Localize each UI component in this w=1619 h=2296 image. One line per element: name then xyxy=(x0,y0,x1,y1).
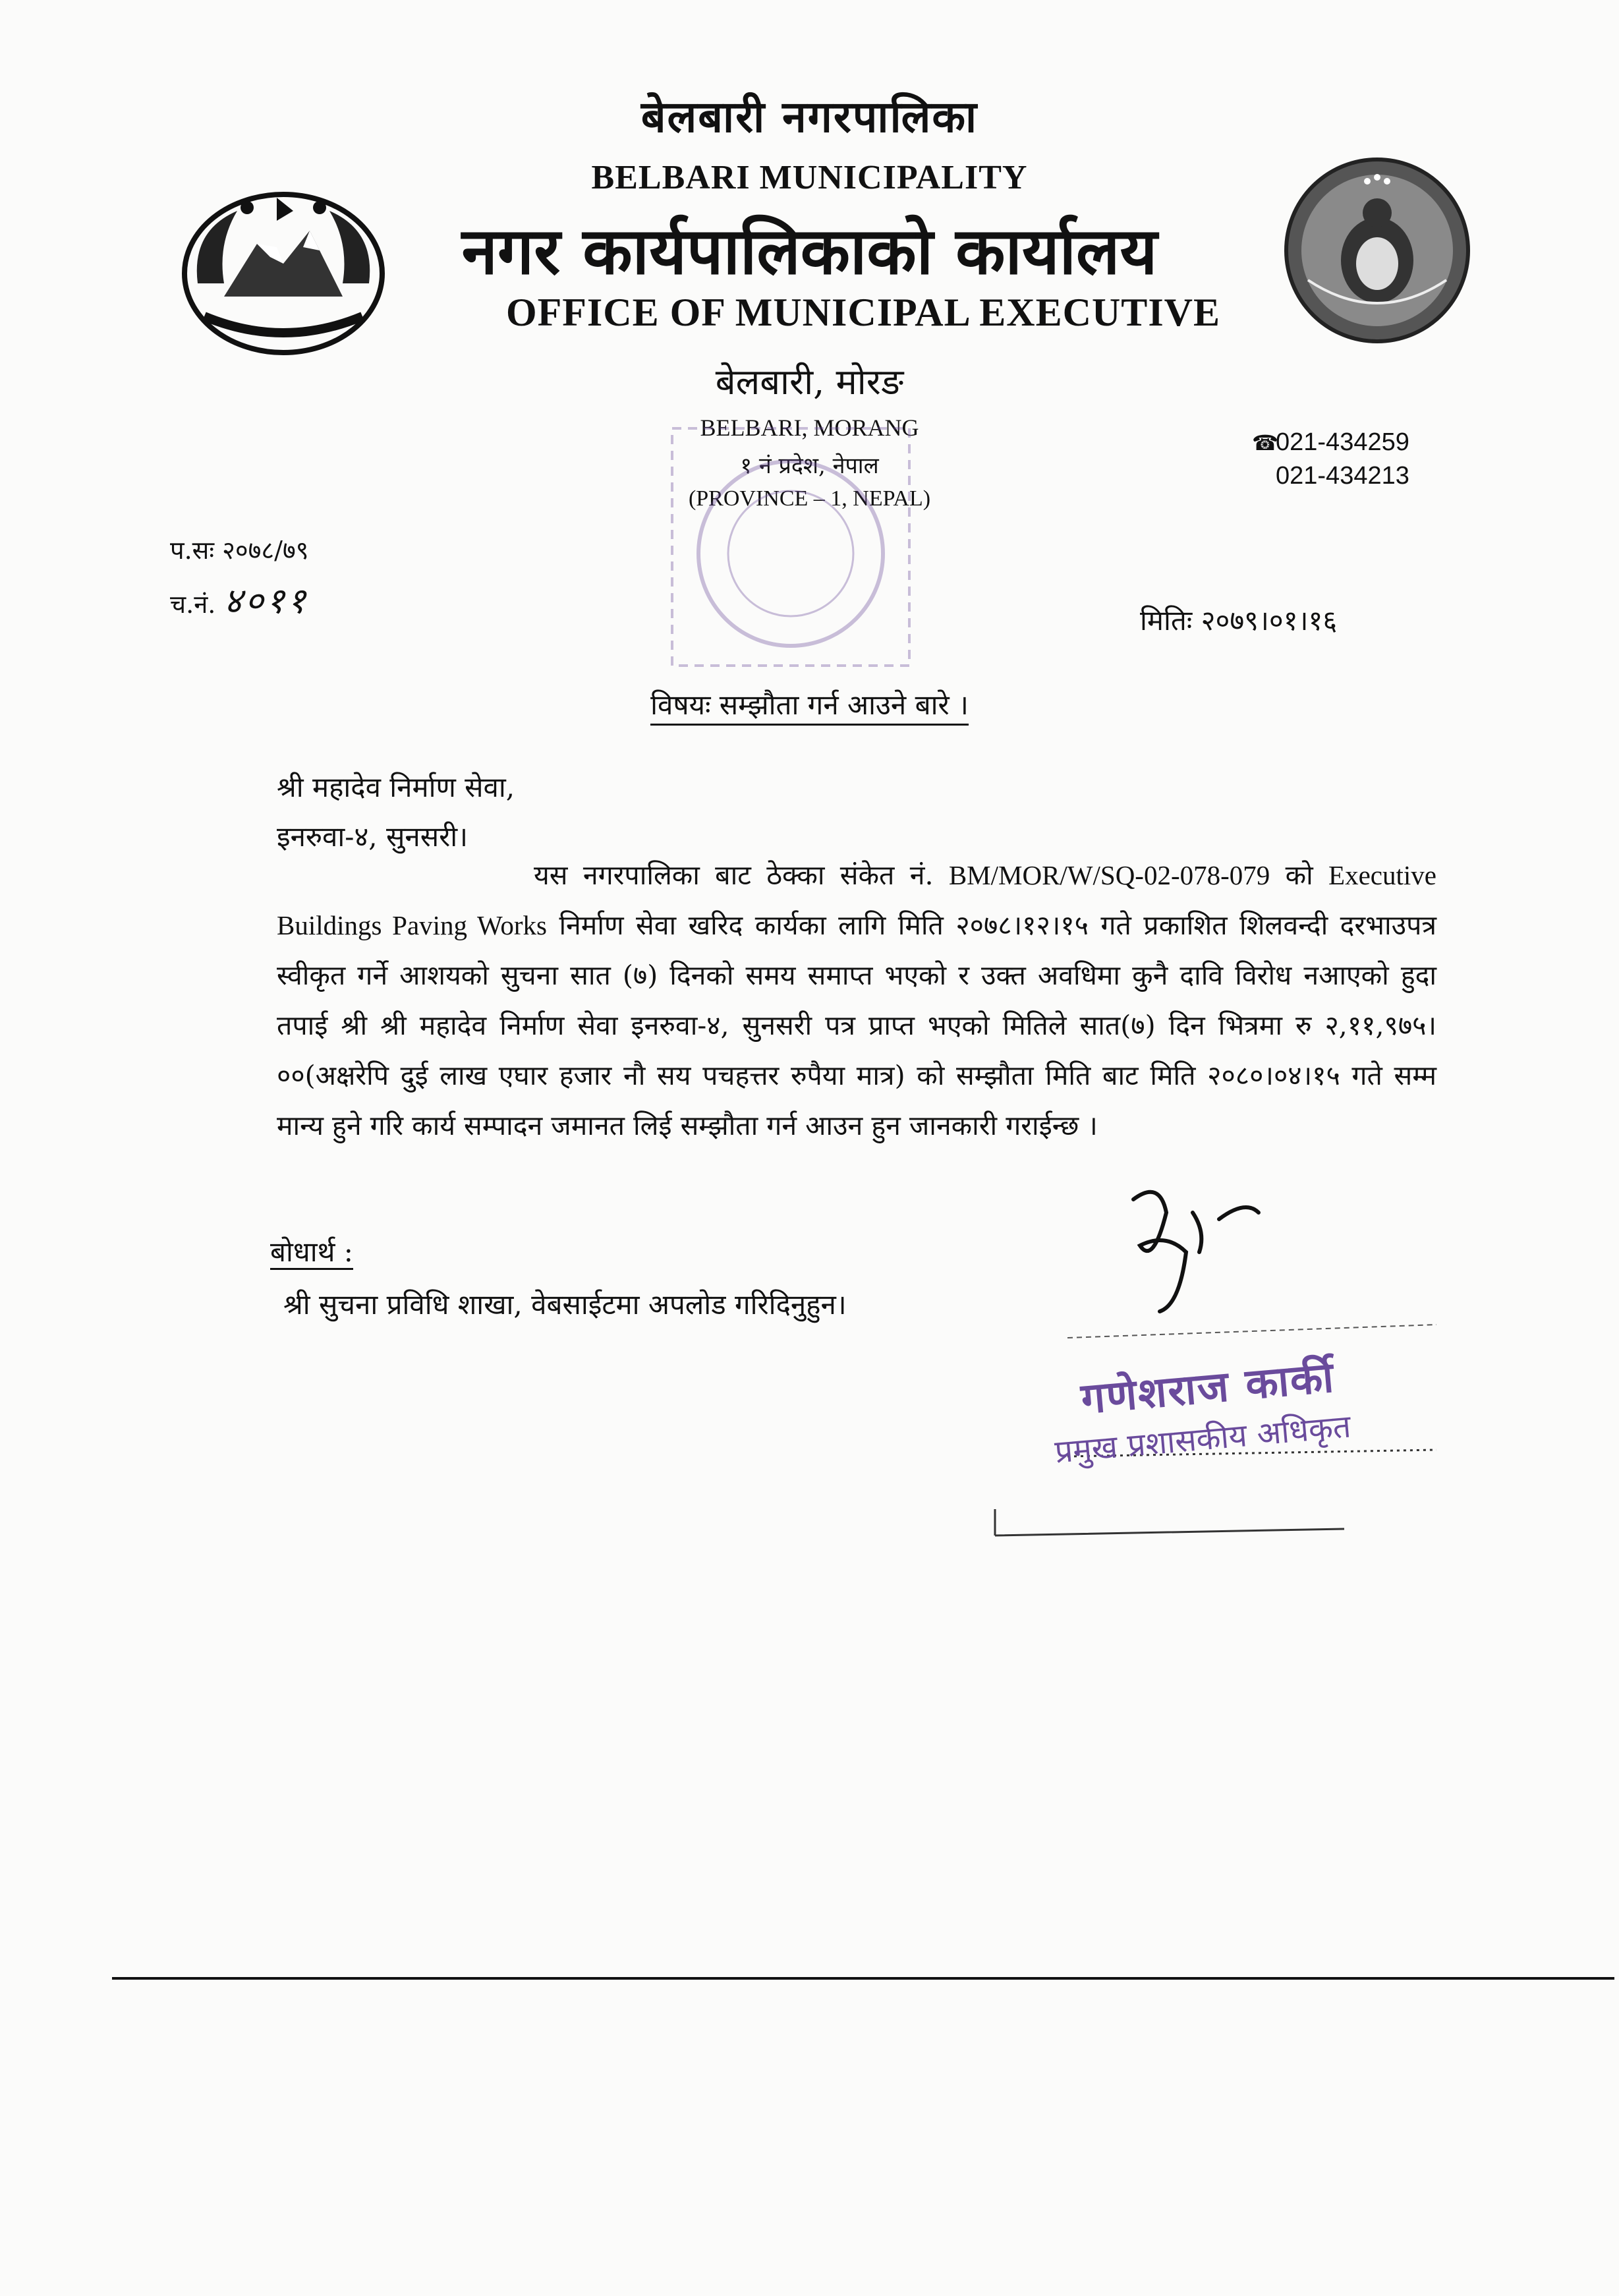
office-round-stamp xyxy=(666,422,916,672)
work-name: Executive Buildings Paving Works xyxy=(277,860,1436,940)
municipality-name-nepali: बेलबारी नगरपालिका xyxy=(640,91,979,142)
letter-subject xyxy=(0,685,1619,723)
phone-2: 021-434213 xyxy=(1276,462,1409,490)
place-english: BELBARI, MORANG xyxy=(700,415,919,441)
body-part-2: को xyxy=(1285,859,1313,891)
bodharth-label: बोधार्थ : xyxy=(270,1236,353,1270)
addressee-line-2: इनरुवा-४, सुनसरी। xyxy=(277,820,469,853)
letter-body xyxy=(277,850,1436,1151)
province-english: (PROVINCE – 1, NEPAL) xyxy=(688,486,931,511)
province-nepali: १ नं प्रदेश, नेपाल xyxy=(740,453,879,479)
cn-value-handwritten: ४०११ xyxy=(223,580,308,621)
telephone-icon: ☎ xyxy=(1252,431,1278,455)
date-label: मितिः xyxy=(1140,604,1193,637)
date-value: २०७९।०१।१६ xyxy=(1201,604,1338,637)
ps-label: प.सः xyxy=(170,536,215,565)
bodharth-recipient: श्री सुचना प्रविधि शाखा, वेबसाईटमा अपलोड गरिदिनुहुन। xyxy=(283,1288,847,1321)
contact-phones xyxy=(1252,426,1409,492)
place-nepali: बेलबारी, मोरङ xyxy=(715,361,904,403)
letter-date xyxy=(1140,601,1337,639)
municipality-name-english: BELBARI MUNICIPALITY xyxy=(591,159,1028,196)
signatory-name: गणेशराज कार्की xyxy=(1079,1352,1337,1424)
phone-1: 021-434259 xyxy=(1276,428,1409,456)
cn-label: च.नं. xyxy=(170,590,216,619)
office-name-english: OFFICE OF MUNICIPAL EXECUTIVE xyxy=(505,291,1221,334)
ps-value: २०७८/७९ xyxy=(222,536,309,565)
addressee-line-1: श्री महादेव निर्माण सेवा, xyxy=(277,771,515,803)
office-name-nepali: नगर कार्यपालिकाको कार्यालय xyxy=(461,214,1158,289)
bodharth-heading xyxy=(270,1232,353,1270)
reference-ps xyxy=(170,532,309,567)
body-part-3: निर्माण सेवा खरिद कार्यका लागि मिति २०७८।१२।१५ गते प्रकाशित शिलवन्दी दरभाउपत्र स्वीकृत गर्ने आशयको सुचना सात (७) दिनको समय समाप्त भएको र उक्त अवधिमा कुनै दावि विरोध नआएको हुदा तपाई श्री श्री महादेव निर्माण सेवा इनरुवा-४, सुनसरी पत्र प्राप्त भएको मितिले सात(७) दिन भित्रमा रु २,११,९७५।००(अक्षरेपि दुई लाख एघार हजार नौ सय पचहत्तर रुपैया मात्र) को सम्झौता मिति बाट मिति २०८०।०४।१५ गते सम्म मान्य हुने गरि कार्य सम्पादन जमानत लिई सम्झौता गर्न आउन हुन जानकारी गराईन्छ । xyxy=(277,909,1436,1141)
bottom-divider xyxy=(112,1977,1614,1980)
body-part-1: यस नगरपालिका बाट ठेक्का संकेत नं. xyxy=(534,859,934,891)
signature xyxy=(1094,1173,1292,1325)
tender-code: BM/MOR/W/SQ-02-078-079 xyxy=(948,860,1270,890)
signatory-title: प्रमुख प्रशासकीय अधिकृत xyxy=(1053,1408,1353,1471)
subject-text: विषयः सम्झौता गर्न आउने बारे । xyxy=(650,689,969,726)
reference-cn xyxy=(170,575,308,623)
